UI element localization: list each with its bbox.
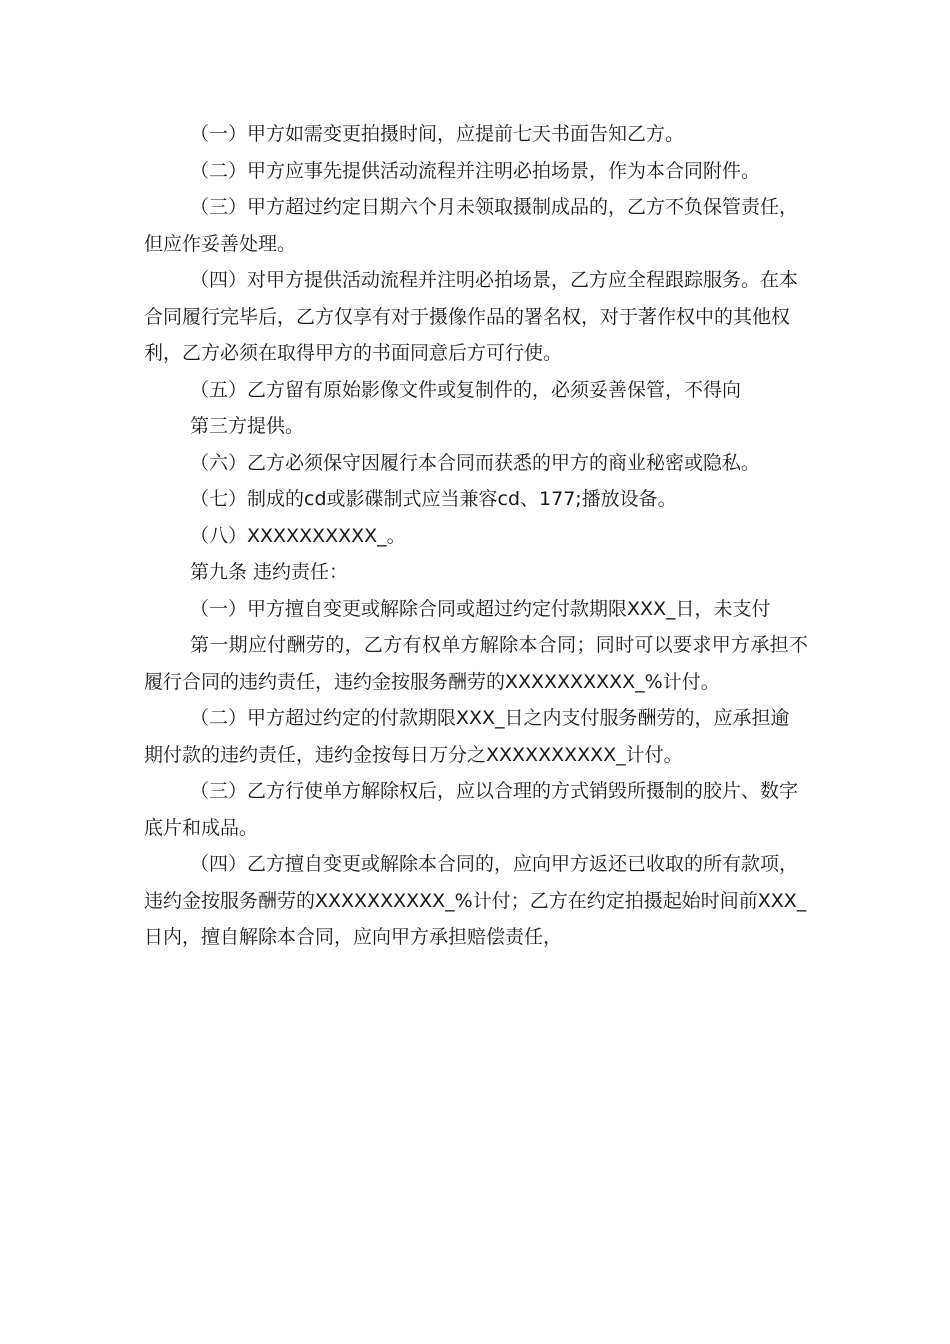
clause-paragraph-6: （六）乙方必须保守因履行本合同而获悉的甲方的商业秘密或隐私。 bbox=[190, 451, 761, 474]
clause-paragraph-2: （二）甲方应事先提供活动流程并注明必拍场景，作为本合同附件。 bbox=[190, 159, 761, 182]
clause-paragraph-1: （一）甲方如需变更拍摄时间，应提前七天书面告知乙方。 bbox=[190, 123, 685, 145]
clause-paragraph-5-continued: 第三方提供。 bbox=[190, 415, 305, 437]
article-9-heading: 第九条 违约责任： bbox=[190, 561, 349, 583]
liability-paragraph-4: （四）乙方擅自变更或解除本合同的，应向甲方返还已收取的所有款项，违约金按服务酬劳的XXXXXXXXXX_%计付；乙方在约定拍摄起始时间前XXX_日内，擅自解除本合同，应向甲方承担赔偿责任， bbox=[144, 853, 807, 948]
clause-paragraph-5: （五）乙方留有原始影像文件或复制件的，必须妥善保管，不得向 bbox=[190, 378, 742, 401]
liability-paragraph-1-continued: 第一期应付酬劳的，乙方有权单方解除本合同；同时可以要求甲方承担不履行合同的违约责任，违约金按服务酬劳的XXXXXXXXXX_%计付。 bbox=[144, 634, 808, 693]
clause-paragraph-4: （四）对甲方提供活动流程并注明必拍场景，乙方应全程跟踪服务。在本合同履行完毕后，乙方仅享有对于摄像作品的署名权，对于著作权中的其他权利，乙方必须在取得甲方的书面同意后方可行使。 bbox=[144, 269, 799, 364]
clause-paragraph-8: （八）XXXXXXXXXX_。 bbox=[190, 524, 406, 547]
clause-paragraph-3: （三）甲方超过约定日期六个月未领取摄制成品的，乙方不负保管责任，但应作妥善处理。 bbox=[144, 196, 799, 255]
liability-paragraph-2: （二）甲方超过约定的付款期限XXX_日之内支付服务酬劳的，应承担逾期付款的违约责任，违约金按每日万分之XXXXXXXXXX_计付。 bbox=[144, 707, 790, 766]
liability-paragraph-1: （一）甲方擅自变更或解除合同或超过约定付款期限XXX_日，未支付 bbox=[190, 597, 771, 620]
clause-paragraph-7: （七）制成的cd或影碟制式应当兼容cd、177;播放设备。 bbox=[190, 488, 677, 510]
document-body bbox=[144, 116, 808, 956]
liability-paragraph-3: （三）乙方行使单方解除权后，应以合理的方式销毁所摄制的胶片、数字底片和成品。 bbox=[144, 780, 799, 839]
